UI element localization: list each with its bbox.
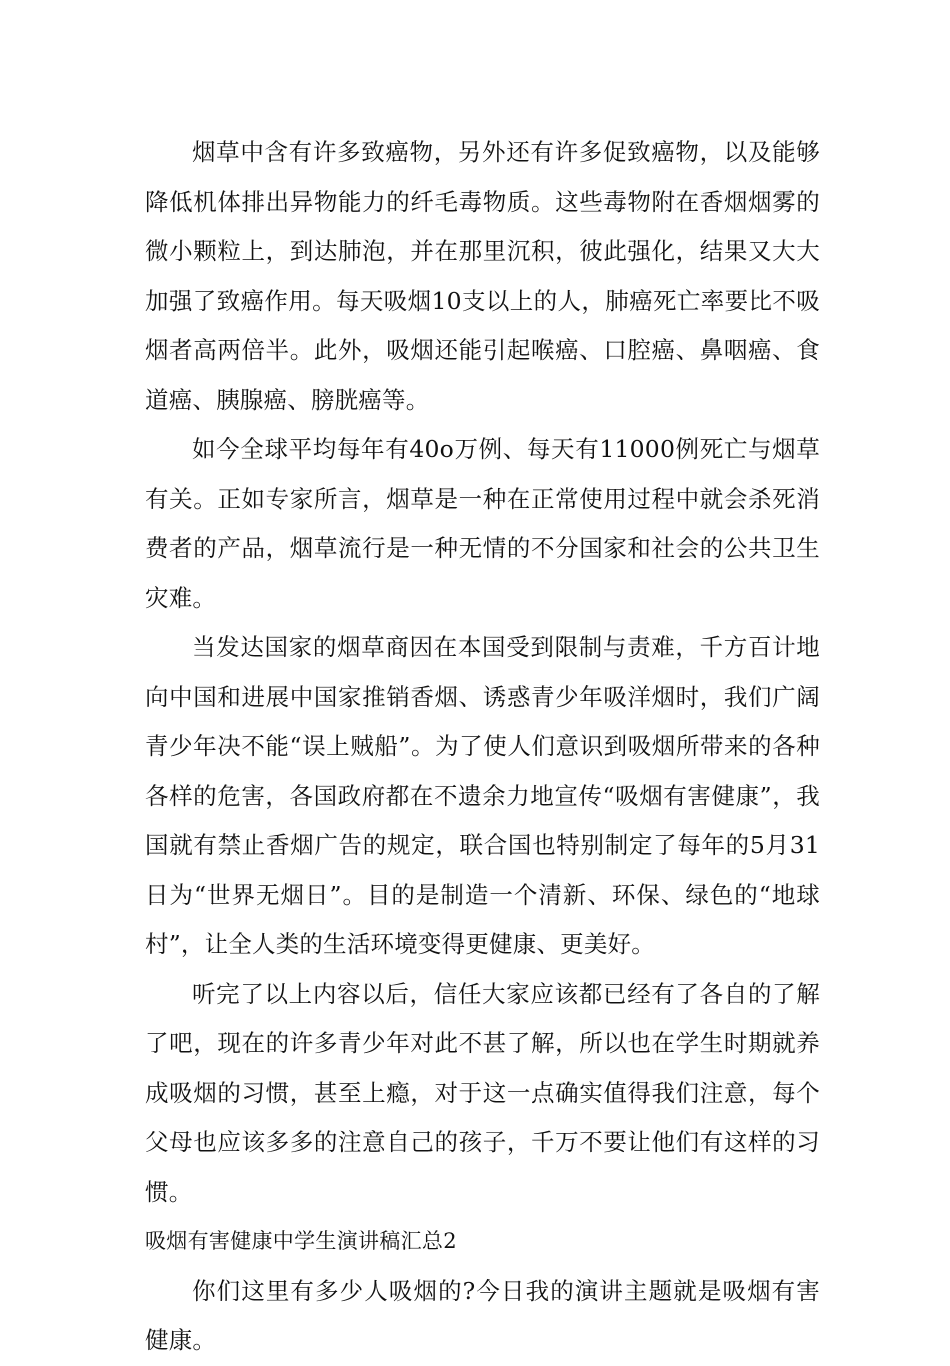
section-heading: 吸烟有害健康中学生演讲稿汇总2 [145, 1229, 457, 1253]
document-page [145, 128, 820, 1366]
paragraph-carcinogens: 烟草中含有许多致癌物，另外还有许多促致癌物，以及能够降低机体排出异物能力的纤毛毒物质。这些毒物附在香烟烟雾的微小颗粒上，到达肺泡，并在那里沉积，彼此强化，结果又大大加强了致癌作用。每天吸烟10支以上的人，肺癌死亡率要比不吸烟者高两倍半。此外，吸烟还能引起喉癌、口腔癌、鼻咽癌、食道癌、胰腺癌、膀胱癌等。 [145, 138, 820, 414]
paragraph-global-deaths: 如今全球平均每年有40o万例、每天有11000例死亡与烟草有关。正如专家所言，烟草是一种在正常使用过程中就会杀死消费者的产品，烟草流行是一种无情的不分国家和社会的公共卫生灾难。 [145, 435, 820, 612]
paragraph-speech-opening: 你们这里有多少人吸烟的?今日我的演讲主题就是吸烟有害健康。 [145, 1276, 820, 1354]
paragraph-no-smoking-day: 当发达国家的烟草商因在本国受到限制与责难，千方百计地向中国和进展中国家推销香烟、诱惑青少年吸洋烟时，我们广阔青少年决不能“误上贼船”。为了使人们意识到吸烟所带来的各种各样的危害，各国政府都在不遗余力地宣传“吸烟有害健康”，我国就有禁止香烟广告的规定，联合国也特别制定了每年的5月31日为“世界无烟日”。目的是制造一个清新、环保、绿色的“地球村”，让全人类的生活环境变得更健康、更美好。 [145, 633, 820, 958]
paragraph-youth-habits: 听完了以上内容以后，信任大家应该都已经有了各自的了解了吧，现在的许多青少年对此不甚了解，所以也在学生时期就养成吸烟的习惯，甚至上瘾，对于这一点确实值得我们注意，每个父母也应该多多的注意自己的孩子，千万不要让他们有这样的习惯。 [145, 979, 820, 1206]
